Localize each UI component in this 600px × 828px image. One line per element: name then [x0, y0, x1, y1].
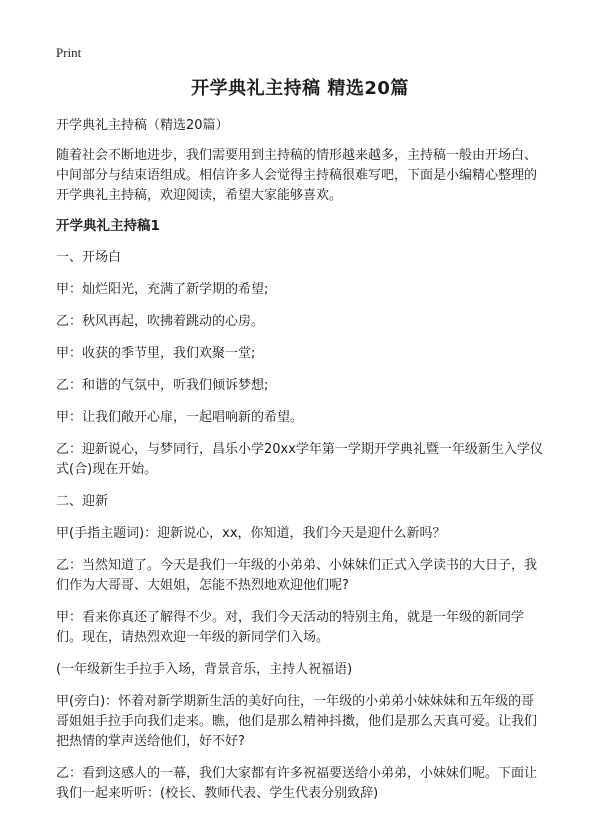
intro-paragraph: 随着社会不断地进步，我们需要用到主持稿的情形越来越多，主持稿一般由开场白、中间部分与结束语组成。相信许多人会觉得主持稿很难写吧，下面是小编精心整理的开学典礼主持稿，欢迎阅读，希望大家能够喜欢。: [56, 148, 538, 203]
dialogue-line: 甲：灿烂阳光，充满了新学期的希望;: [56, 282, 269, 297]
part-heading-welcome: 二、迎新: [56, 494, 109, 509]
dialogue-line: 甲(手指主题词)：迎新说心，xx，你知道，我们今天是迎什么新吗？: [56, 526, 446, 541]
page-title: 开学典礼主持稿 精选20篇: [191, 78, 409, 99]
dialogue-line: 甲：收获的季节里，我们欢聚一堂;: [56, 346, 256, 361]
document-subtitle: 开学典礼主持稿（精选20篇）: [56, 118, 229, 133]
dialogue-line: 乙：迎新说心，与梦同行，昌乐小学20xx学年第一学期开学典礼暨一年级新生入学仪式(合)现在开始。: [56, 442, 543, 477]
dialogue-line: 乙：看到这感人的一幕，我们大家都有许多祝福要送给小弟弟，小妹妹们呢。下面让我们一起来听听：(校长、教师代表、学生代表分别致辞): [56, 766, 538, 801]
dialogue-line: 甲：让我们敞开心扉，一起唱响新的希望。: [56, 410, 304, 425]
dialogue-line: 甲：看来你真还了解得不少。对，我们今天活动的特别主角，就是一年级的新同学们。现在，请热烈欢迎一年级的新同学们入场。: [56, 610, 525, 645]
section-heading: 开学典礼主持稿1: [56, 218, 160, 234]
dialogue-line: 乙：当然知道了。今天是我们一年级的小弟弟、小妹妹们正式入学读书的大日子，我们作为大哥哥、大姐姐，怎能不热烈地欢迎他们呢?: [56, 558, 538, 593]
print-link[interactable]: Print: [56, 45, 82, 60]
part-heading-opening: 一、开场白: [56, 250, 122, 265]
dialogue-line: 乙：秋风再起，吹拂着跳动的心房。: [56, 314, 265, 329]
dialogue-line: 甲(旁白)：怀着对新学期新生活的美好向往，一年级的小弟弟小妹妹妹和五年级的哥哥姐姐手拉手向我们走来。瞧，他们是那么精神抖擞，他们是那么天真可爱。让我们把热情的掌声送给他们，好不好?: [56, 694, 538, 749]
dialogue-line: 乙：和谐的气氛中，听我们倾诉梦想;: [56, 378, 269, 393]
dialogue-line: (一年级新生手拉手入场，背景音乐，主持人祝福语): [56, 662, 353, 677]
